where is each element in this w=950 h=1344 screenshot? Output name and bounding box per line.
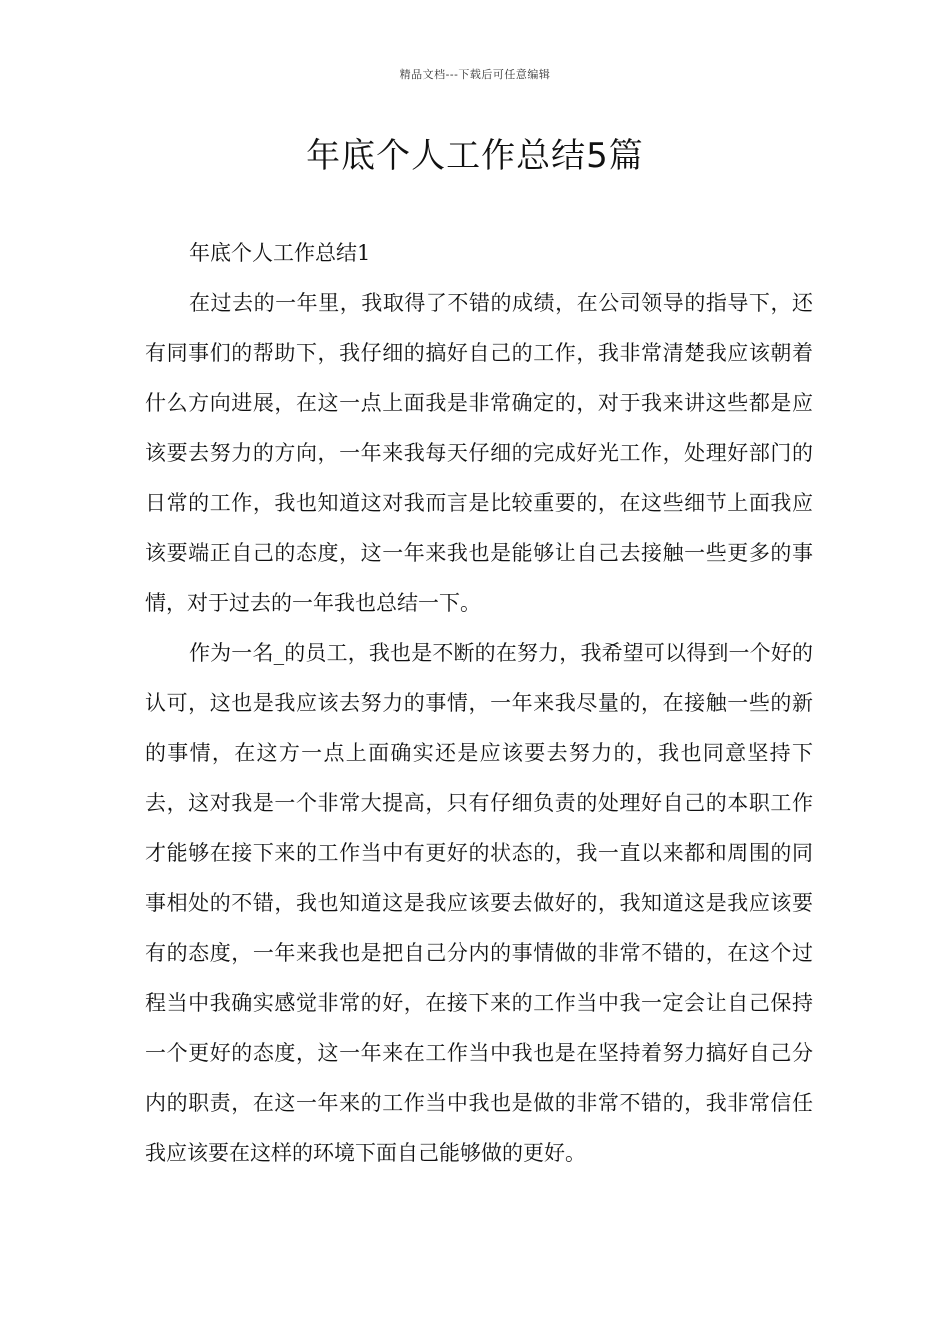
paragraph-2: 作为一名_的员工，我也是不断的在努力，我希望可以得到一个好的认可，这也是我应该去努力的事情，一年来我尽量的，在接触一些的新的事情，在这方一点上面确实还是应该要去努力的，我也同意坚持下去，这对我是一个非常大提高，只有仔细负责的处理好自己的本职工作才能够在接下来的工作当中有更好的状态的，我一直以来都和周围的同事相处的不错，我也知道这是我应该要去做好的，我知道这是我应该要有的态度，一年来我也是把自己分内的事情做的非常不错的，在这个过程当中我确实感觉非常的好，在接下来的工作当中我一定会让自己保持一个更好的态度，这一年来在工作当中我也是在坚持着努力搞好自己分内的职责，在这一年来的工作当中我也是做的非常不错的，我非常信任我应该要在这样的环境下面自己能够做的更好。 (145, 641, 813, 1165)
paragraph-1: 在过去的一年里，我取得了不错的成绩，在公司领导的指导下，还有同事们的帮助下，我仔细的搞好自己的工作，我非常清楚我应该朝着什么方向进展，在这一点上面我是非常确定的，对于我来讲这些都是应该要去努力的方向，一年来我每天仔细的完成好光工作，处理好部门的日常的工作，我也知道这对我而言是比较重要的，在这些细节上面我应该要端正自己的态度，这一年来我也是能够让自己去接触一些更多的事情，对于过去的一年我也总结一下。 (145, 291, 813, 615)
document-title: 年底个人工作总结5篇 (306, 136, 644, 176)
section-heading: 年底个人工作总结1 (189, 241, 371, 265)
header-note: 精品文档---下载后可任意编辑 (399, 68, 551, 81)
document-body (145, 228, 813, 1178)
